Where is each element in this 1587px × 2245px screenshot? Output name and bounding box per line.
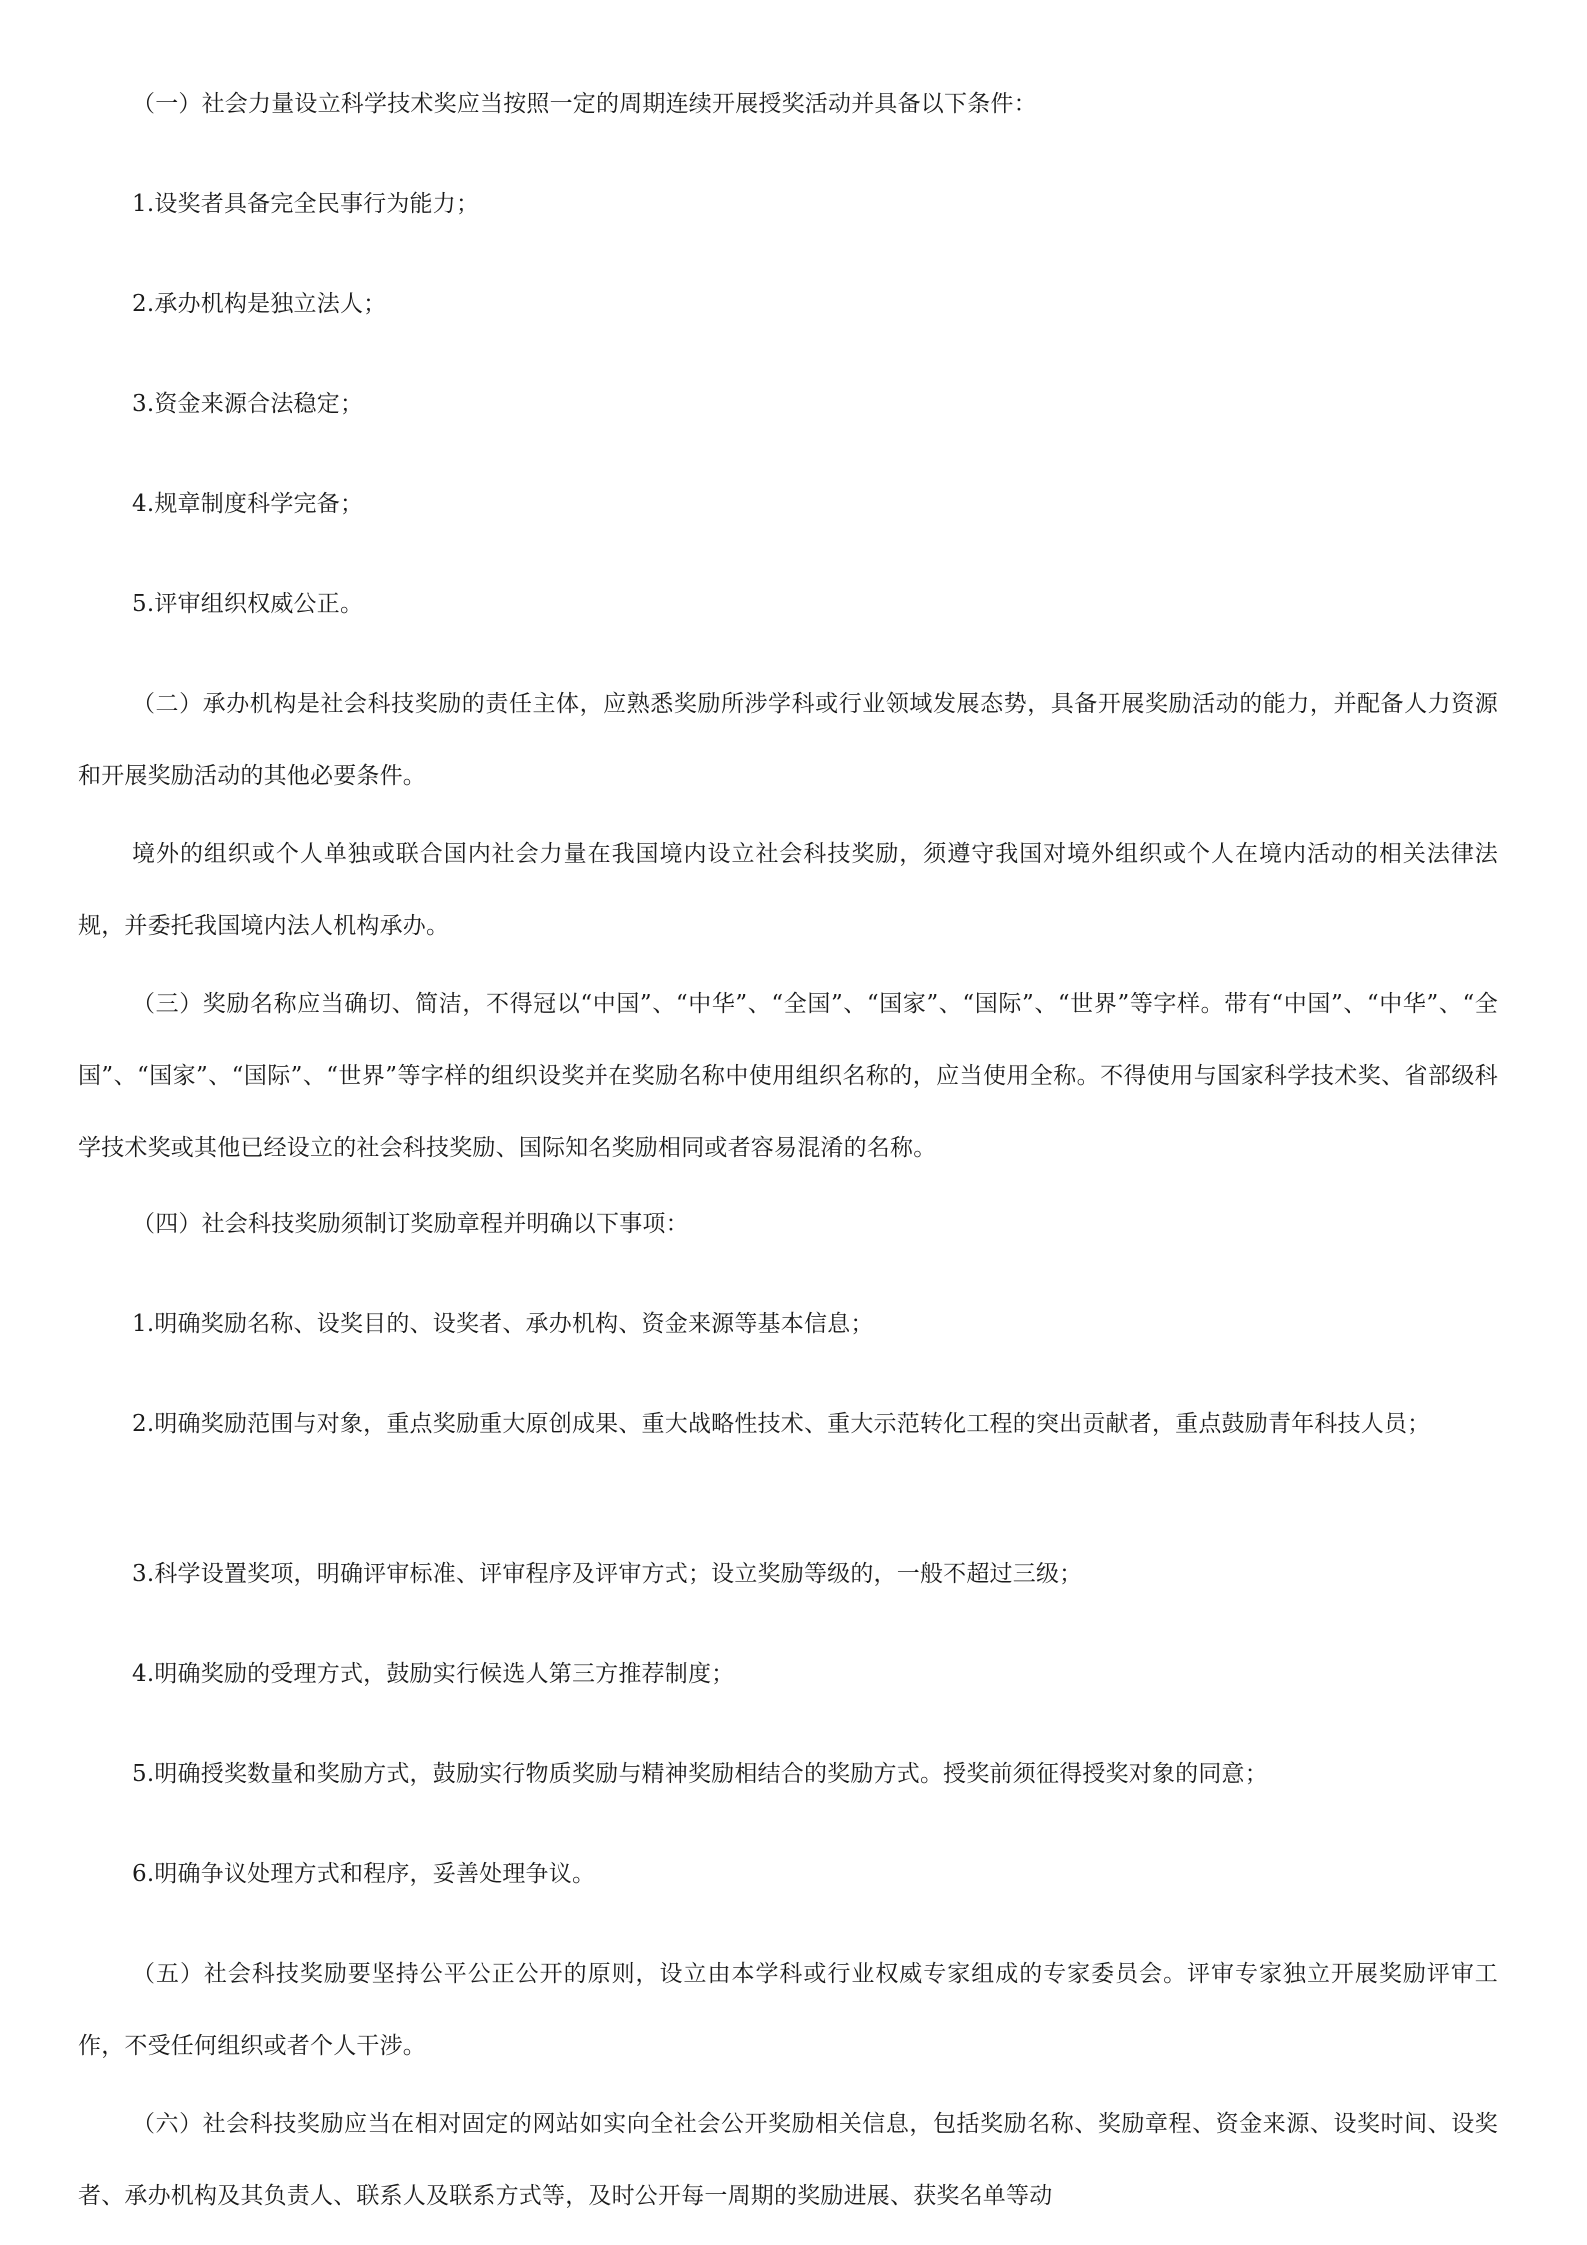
paragraph-foreign-organizations: 境外的组织或个人单独或联合国内社会力量在我国境内设立社会科技奖励，须遵守我国对境外组织或个人在境内活动的相关法律法规，并委托我国境内法人机构承办。 — [78, 841, 1498, 939]
list-item-condition-2: 2.承办机构是独立法人； — [132, 291, 387, 317]
list-item-charter-5: 5.明确授奖数量和奖励方式，鼓励实行物质奖励与精神奖励相结合的奖励方式。授奖前须征得授奖对象的同意； — [132, 1761, 1268, 1787]
list-item-charter-3: 3.科学设置奖项，明确评审标准、评审程序及评审方式；设立奖励等级的，一般不超过三级； — [132, 1561, 1083, 1587]
list-item-condition-1: 1.设奖者具备完全民事行为能力； — [132, 191, 480, 217]
list-item-charter-2: 2.明确奖励范围与对象，重点奖励重大原创成果、重大战略性技术、重大示范转化工程的突出贡献者，重点鼓励青年科技人员； — [132, 1411, 1431, 1437]
list-item-charter-4: 4.明确奖励的受理方式，鼓励实行候选人第三方推荐制度； — [132, 1661, 735, 1687]
list-item-condition-3: 3.资金来源合法稳定； — [132, 391, 364, 417]
list-item-condition-5: 5.评审组织权威公正。 — [132, 591, 364, 617]
paragraph-section-4-intro: （四）社会科技奖励须制订奖励章程并明确以下事项： — [132, 1211, 689, 1237]
list-item-charter-1: 1.明确奖励名称、设奖目的、设奖者、承办机构、资金来源等基本信息； — [132, 1311, 874, 1337]
paragraph-section-3: （三）奖励名称应当确切、简洁，不得冠以“中国”、“中华”、“全国”、“国家”、“国际”、“世界”等字样。带有“中国”、“中华”、“全国”、“国家”、“国际”、“世界”等字样的组织设奖并在奖励名称中使用组织名称的，应当使用全称。不得使用与国家科学技术奖、省部级科学技术奖或其他已经设立的社会科技奖励、国际知名奖励相同或者容易混淆的名称。 — [78, 991, 1498, 1161]
list-item-condition-4: 4.规章制度科学完备； — [132, 491, 364, 517]
paragraph-section-2: （二）承办机构是社会科技奖励的责任主体，应熟悉奖励所涉学科或行业领域发展态势，具备开展奖励活动的能力，并配备人力资源和开展奖励活动的其他必要条件。 — [78, 691, 1498, 789]
paragraph-section-1-intro: （一）社会力量设立科学技术奖应当按照一定的周期连续开展授奖活动并具备以下条件： — [132, 91, 1037, 117]
paragraph-section-5: （五）社会科技奖励要坚持公平公正公开的原则，设立由本学科或行业权威专家组成的专家委员会。评审专家独立开展奖励评审工作，不受任何组织或者个人干涉。 — [78, 1961, 1498, 2059]
paragraph-section-6: （六）社会科技奖励应当在相对固定的网站如实向全社会公开奖励相关信息，包括奖励名称、奖励章程、资金来源、设奖时间、设奖者、承办机构及其负责人、联系人及联系方式等，及时公开每一周期的奖励进展、获奖名单等动 — [78, 2111, 1498, 2209]
list-item-charter-6: 6.明确争议处理方式和程序，妥善处理争议。 — [132, 1861, 596, 1887]
